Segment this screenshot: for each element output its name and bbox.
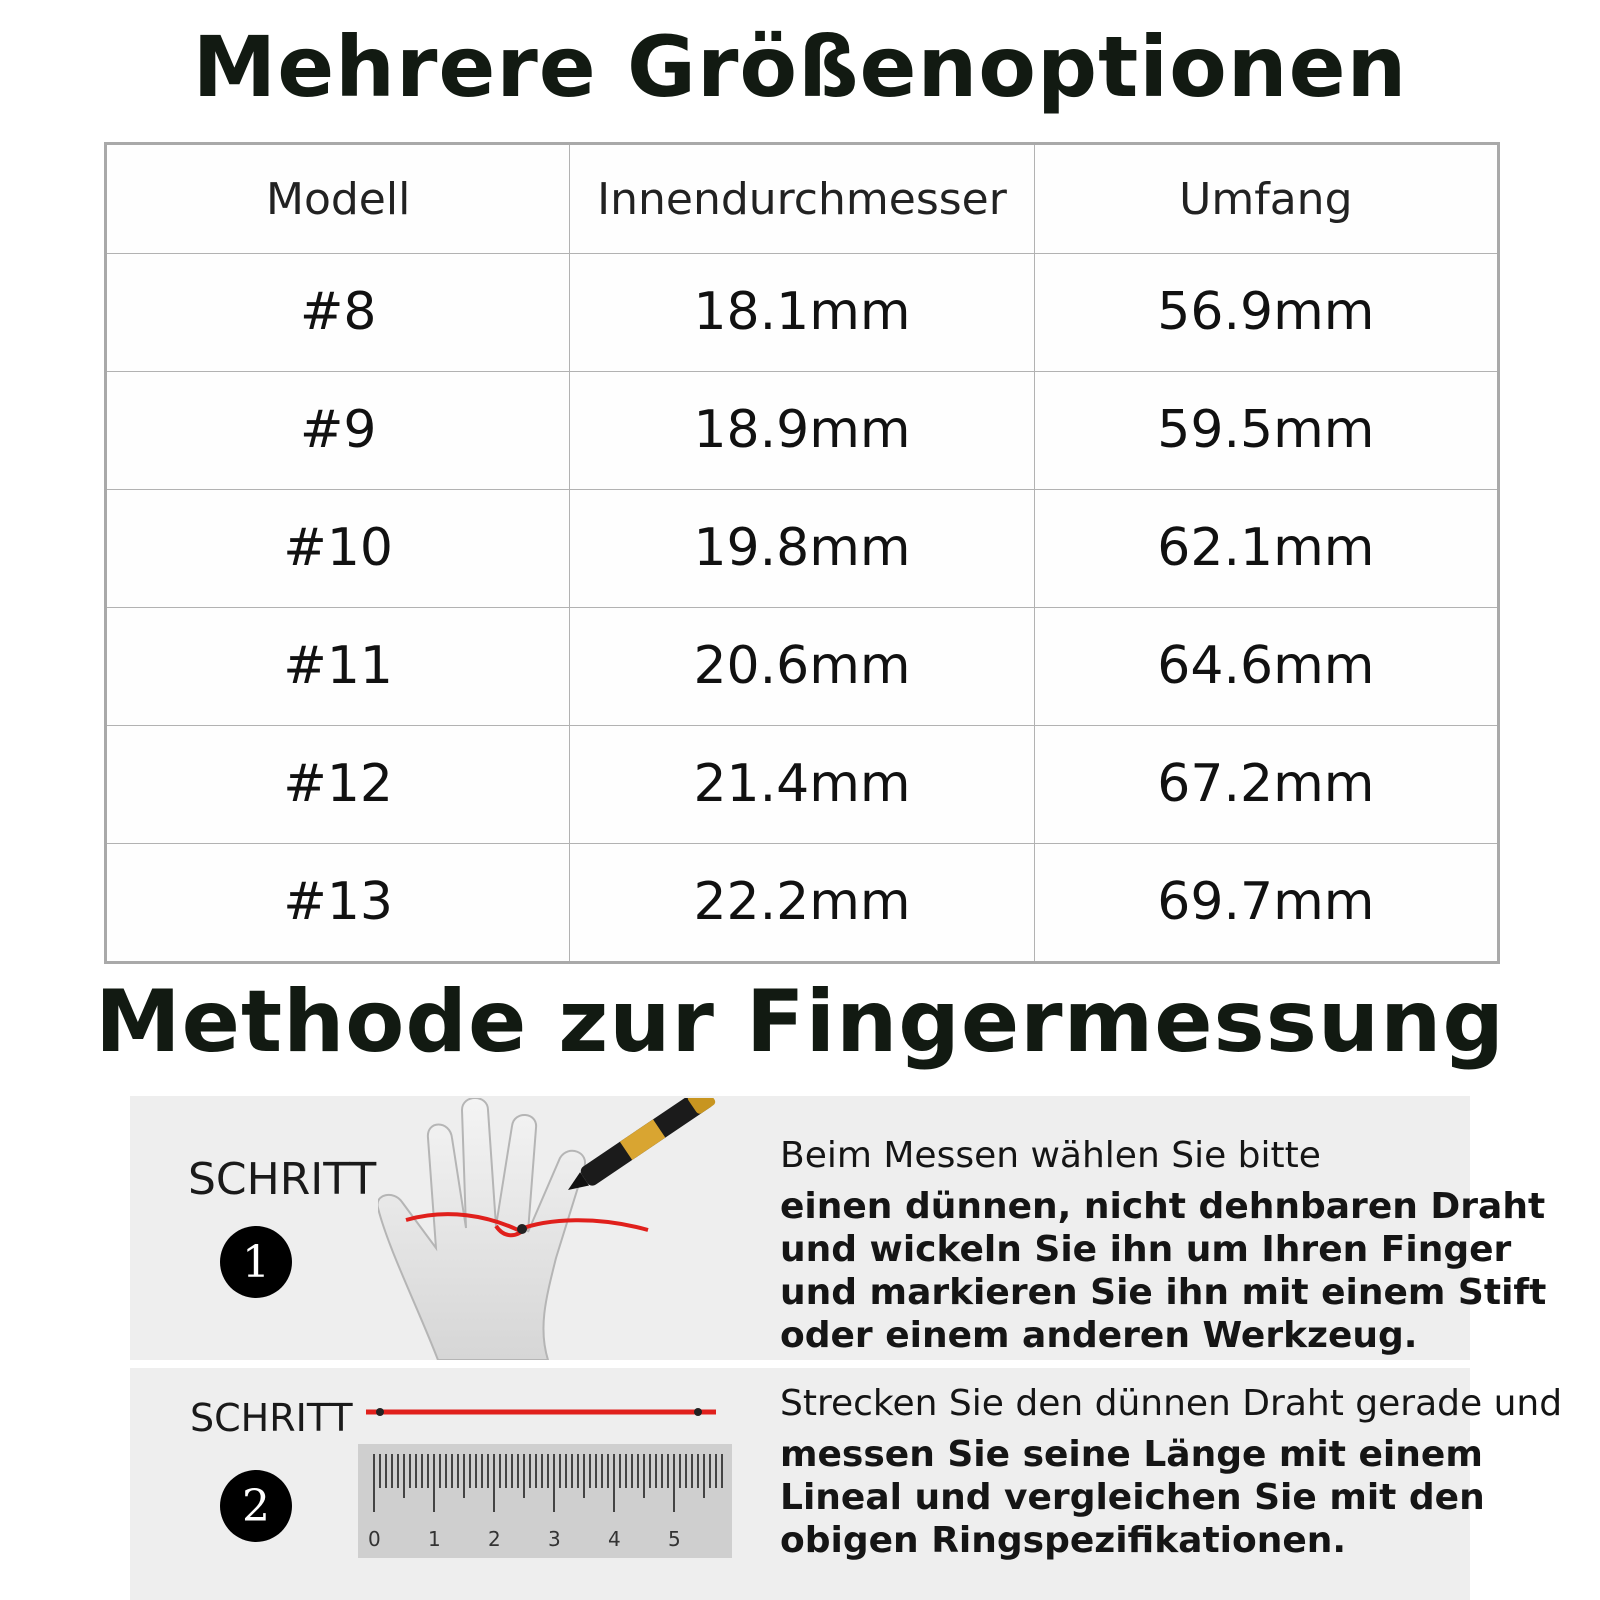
inner-diameter-cell: 19.8mm [570, 489, 1034, 607]
ruler-tick-label: 0 [368, 1527, 381, 1551]
circumference-cell: 64.6mm [1034, 607, 1498, 725]
table-row [106, 725, 1499, 843]
step-1-body: einen dünnen, nicht dehnbaren Draht und wickeln Sie ihn um Ihren Finger und markieren Sie ihn mit einem Stift oder einem anderen Werkzeug. [780, 1186, 1547, 1356]
ruler-tick-label: 4 [608, 1527, 621, 1551]
step-1-description [780, 1134, 1590, 1357]
inner-diameter-cell: 20.6mm [570, 607, 1034, 725]
column-header-circumference: Umfang [1034, 144, 1498, 254]
inner-diameter-cell: 18.1mm [570, 254, 1034, 372]
model-cell: #9 [106, 371, 570, 489]
ruler-tick-label: 5 [668, 1527, 681, 1551]
inner-diameter-cell: 21.4mm [570, 725, 1034, 843]
step-1-number-badge: 1 [220, 1226, 292, 1298]
page-title: Mehrere Größenoptionen [192, 18, 1408, 116]
model-cell: #8 [106, 254, 570, 372]
ruler-tick-label: 1 [428, 1527, 441, 1551]
table-row [106, 607, 1499, 725]
model-cell: #10 [106, 489, 570, 607]
inner-diameter-cell: 18.9mm [570, 371, 1034, 489]
table-row [106, 843, 1499, 962]
step-1-lead: Beim Messen wählen Sie bitte [780, 1135, 1321, 1176]
model-cell: #11 [106, 607, 570, 725]
column-header-inner-diameter: Innendurchmesser [570, 144, 1034, 254]
step-2-description [780, 1382, 1590, 1562]
table-row [106, 371, 1499, 489]
table-header-row [106, 144, 1499, 254]
step-2-label: SCHRITT [190, 1396, 353, 1440]
circumference-cell: 62.1mm [1034, 489, 1498, 607]
circumference-cell: 56.9mm [1034, 254, 1498, 372]
step-2-body: messen Sie seine Länge mit einem Lineal und vergleichen Sie mit den obigen Ringspezifikationen. [780, 1434, 1485, 1561]
table-row [106, 254, 1499, 372]
circumference-cell: 67.2mm [1034, 725, 1498, 843]
step-1-label: SCHRITT [188, 1154, 377, 1205]
model-cell: #13 [106, 843, 570, 962]
ruler-with-wire-icon [356, 1394, 736, 1562]
ruler-tick-label: 2 [488, 1527, 501, 1551]
circumference-cell: 69.7mm [1034, 843, 1498, 962]
model-cell: #12 [106, 725, 570, 843]
inner-diameter-cell: 22.2mm [570, 843, 1034, 962]
hand-with-wire-icon [378, 1098, 748, 1360]
table-row [106, 489, 1499, 607]
size-table [104, 142, 1500, 964]
marker-pen-icon [562, 1098, 717, 1199]
circumference-cell: 59.5mm [1034, 371, 1498, 489]
ruler-tick-label: 3 [548, 1527, 561, 1551]
step-2-number-badge: 2 [220, 1470, 292, 1542]
step-2-lead: Strecken Sie den dünnen Draht gerade und [780, 1383, 1563, 1424]
column-header-model: Modell [106, 144, 570, 254]
section-title: Methode zur Fingermessung [95, 972, 1505, 1072]
